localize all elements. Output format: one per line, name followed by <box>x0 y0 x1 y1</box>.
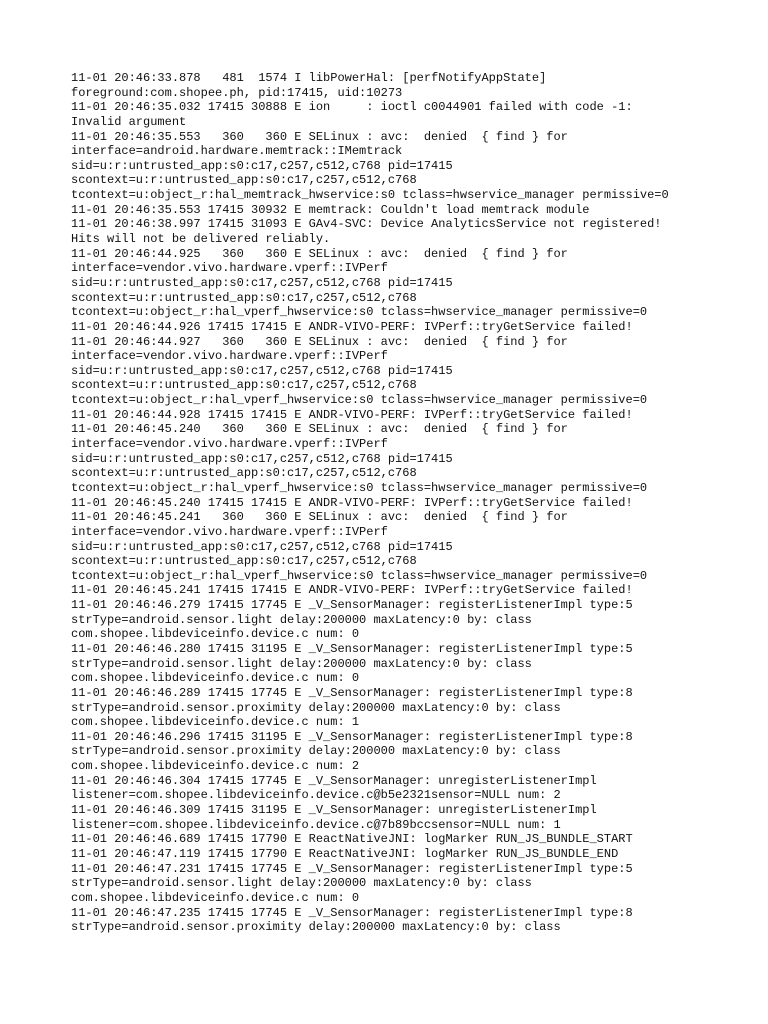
log-line: Invalid argument <box>71 114 187 129</box>
log-line: strType=android.sensor.proximity delay:200000 maxLatency:0 by: class <box>71 920 561 935</box>
log-line: 11-01 20:46:45.240 360 360 E SELinux : avc: denied { find } for <box>71 422 568 437</box>
log-line: 11-01 20:46:35.032 17415 30888 E ion : ioctl c0044901 failed with code -1: <box>71 100 633 115</box>
log-line: Hits will not be delivered reliably. <box>71 232 331 247</box>
log-line: 11-01 20:46:46.309 17415 31195 E _V_SensorManager: unregisterListenerImpl <box>71 803 597 818</box>
log-line: tcontext=u:object_r:hal_vperf_hwservice:s0 tclass=hwservice_manager permissive=0 <box>71 568 648 583</box>
log-line: sid=u:r:untrusted_app:s0:c17,c257,c512,c768 pid=17415 <box>71 539 453 554</box>
log-line: interface=vendor.vivo.hardware.vperf::IVPerf <box>71 437 388 452</box>
log-line: 11-01 20:46:44.928 17415 17415 E ANDR-VIVO-PERF: IVPerf::tryGetService failed! <box>71 407 633 422</box>
log-line: sid=u:r:untrusted_app:s0:c17,c257,c512,c768 pid=17415 <box>71 158 453 173</box>
log-line: com.shopee.libdeviceinfo.device.c num: 0 <box>71 671 360 686</box>
log-text-block <box>71 71 669 935</box>
log-line: sid=u:r:untrusted_app:s0:c17,c257,c512,c768 pid=17415 <box>71 451 453 466</box>
log-line: interface=vendor.vivo.hardware.vperf::IVPerf <box>71 261 388 276</box>
log-line: strType=android.sensor.light delay:200000 maxLatency:0 by: class <box>71 876 532 891</box>
log-line: 11-01 20:46:45.241 17415 17415 E ANDR-VIVO-PERF: IVPerf::tryGetService failed! <box>71 583 633 598</box>
log-line: tcontext=u:object_r:hal_memtrack_hwservice:s0 tclass=hwservice_manager permissive=0 <box>71 188 669 203</box>
log-line: 11-01 20:46:38.997 17415 31093 E GAv4-SVC: Device AnalyticsService not registered! <box>71 217 662 232</box>
log-line: interface=android.hardware.memtrack::IMemtrack <box>71 144 403 159</box>
log-line: com.shopee.libdeviceinfo.device.c num: 2 <box>71 759 360 774</box>
log-line: scontext=u:r:untrusted_app:s0:c17,c257,c512,c768 <box>71 290 417 305</box>
log-line: 11-01 20:46:33.878 481 1574 I libPowerHal: [perfNotifyAppState] <box>71 71 547 85</box>
log-line: tcontext=u:object_r:hal_vperf_hwservice:s0 tclass=hwservice_manager permissive=0 <box>71 480 648 495</box>
log-line: strType=android.sensor.light delay:200000 maxLatency:0 by: class <box>71 656 532 671</box>
log-line: 11-01 20:46:46.689 17415 17790 E ReactNativeJNI: logMarker RUN_JS_BUNDLE_START <box>71 832 633 847</box>
log-line: strType=android.sensor.proximity delay:200000 maxLatency:0 by: class <box>71 700 561 715</box>
log-line: 11-01 20:46:47.119 17415 17790 E ReactNativeJNI: logMarker RUN_JS_BUNDLE_END <box>71 846 619 861</box>
log-line: 11-01 20:46:46.296 17415 31195 E _V_SensorManager: registerListenerImpl type:8 <box>71 729 633 744</box>
log-line: strType=android.sensor.proximity delay:200000 maxLatency:0 by: class <box>71 744 561 759</box>
log-line: foreground:com.shopee.ph, pid:17415, uid:10273 <box>71 85 403 100</box>
log-line: sid=u:r:untrusted_app:s0:c17,c257,c512,c768 pid=17415 <box>71 363 453 378</box>
log-line: 11-01 20:46:47.231 17415 17745 E _V_SensorManager: registerListenerImpl type:5 <box>71 861 633 876</box>
log-line: com.shopee.libdeviceinfo.device.c num: 1 <box>71 715 360 730</box>
log-line: 11-01 20:46:46.279 17415 17745 E _V_SensorManager: registerListenerImpl type:5 <box>71 598 633 613</box>
log-line: scontext=u:r:untrusted_app:s0:c17,c257,c512,c768 <box>71 378 417 393</box>
log-line: 11-01 20:46:44.925 360 360 E SELinux : avc: denied { find } for <box>71 246 568 261</box>
log-line: 11-01 20:46:46.280 17415 31195 E _V_SensorManager: registerListenerImpl type:5 <box>71 641 633 656</box>
log-line: 11-01 20:46:46.289 17415 17745 E _V_SensorManager: registerListenerImpl type:8 <box>71 685 633 700</box>
log-line: scontext=u:r:untrusted_app:s0:c17,c257,c512,c768 <box>71 554 417 569</box>
log-line: scontext=u:r:untrusted_app:s0:c17,c257,c512,c768 <box>71 173 417 188</box>
log-line: scontext=u:r:untrusted_app:s0:c17,c257,c512,c768 <box>71 466 417 481</box>
log-line: strType=android.sensor.light delay:200000 maxLatency:0 by: class <box>71 612 532 627</box>
log-line: 11-01 20:46:47.235 17415 17745 E _V_SensorManager: registerListenerImpl type:8 <box>71 905 633 920</box>
log-line: 11-01 20:46:44.927 360 360 E SELinux : avc: denied { find } for <box>71 334 568 349</box>
log-line: 11-01 20:46:45.240 17415 17415 E ANDR-VIVO-PERF: IVPerf::tryGetService failed! <box>71 495 633 510</box>
log-line: sid=u:r:untrusted_app:s0:c17,c257,c512,c768 pid=17415 <box>71 275 453 290</box>
log-line: interface=vendor.vivo.hardware.vperf::IVPerf <box>71 349 388 364</box>
log-line: listener=com.shopee.libdeviceinfo.device.c@b5e2321sensor=NULL num: 2 <box>71 788 561 803</box>
log-line: com.shopee.libdeviceinfo.device.c num: 0 <box>71 627 360 642</box>
log-line: 11-01 20:46:35.553 360 360 E SELinux : avc: denied { find } for <box>71 129 568 144</box>
log-line: 11-01 20:46:35.553 17415 30932 E memtrack: Couldn't load memtrack module <box>71 202 590 217</box>
log-line: tcontext=u:object_r:hal_vperf_hwservice:s0 tclass=hwservice_manager permissive=0 <box>71 305 648 320</box>
log-line: tcontext=u:object_r:hal_vperf_hwservice:s0 tclass=hwservice_manager permissive=0 <box>71 393 648 408</box>
log-line: 11-01 20:46:46.304 17415 17745 E _V_SensorManager: unregisterListenerImpl <box>71 773 597 788</box>
log-line: com.shopee.libdeviceinfo.device.c num: 0 <box>71 890 360 905</box>
log-line: 11-01 20:46:45.241 360 360 E SELinux : avc: denied { find } for <box>71 510 568 525</box>
log-line: listener=com.shopee.libdeviceinfo.device.c@7b89bccsensor=NULL num: 1 <box>71 817 561 832</box>
log-line: interface=vendor.vivo.hardware.vperf::IVPerf <box>71 524 388 539</box>
log-line: 11-01 20:46:44.926 17415 17415 E ANDR-VIVO-PERF: IVPerf::tryGetService failed! <box>71 319 633 334</box>
